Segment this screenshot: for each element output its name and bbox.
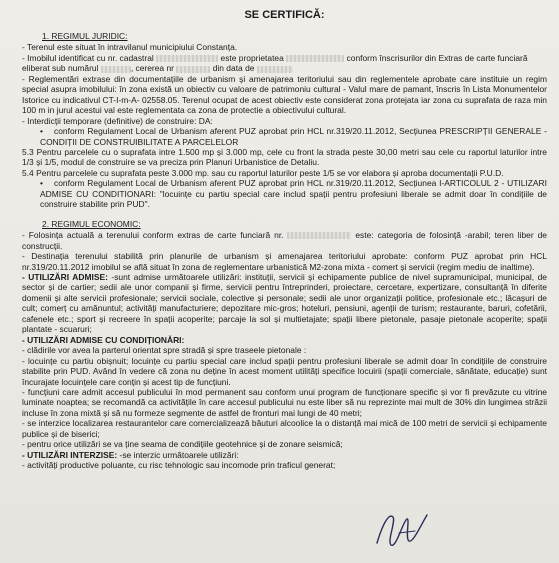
paragraph-interdictions: - Interdicții temporare (definitive) de construire: DA: <box>22 115 213 126</box>
text-extract-b: cererea nr <box>135 63 174 74</box>
paragraph-forbidden-uses <box>22 450 547 460</box>
text-regulation-conditions: conform Regulament Local de Urbanism aferent PUZ aprobat prin HCL nr.319/20.11.2012, Secțiunea PRESCRIPȚII GENERALE - CONDIȚII DE CONSTRUIBILITATE A PARCELELOR <box>40 126 547 147</box>
paragraph-regulation-conditions <box>40 126 547 147</box>
paragraph-dwellings: - locuințe cu partiu obișnuit; locuințe cu partiu special care includ spații pentru profesiuni liberale se admit doar în condițiile de construire stabilite prin PUD. Având în vedere că zona nu deține în acest moment utilități specifice locuirii (spații comerciale, sănătate, educație) sunt încurajate locuințele care conțin și acest tip de funcțiuni. <box>22 355 547 387</box>
paragraph-current-use <box>22 230 547 251</box>
bullet-icon: • <box>40 178 43 189</box>
text-cadastral-c: conform înscrisurilor din Extras de carte funciară <box>346 52 528 63</box>
paragraph-article-5-3: 5.3 Pentru parcelele cu o suprafata intre 1.500 mp și 3.000 mp, cele cu front la strada peste 30,00 metri sau cele cu raportul laturilor intre 1/3 și 1/5, modul de construire se va preciza prin Planuri Urbanistice de Detaliu. <box>22 146 547 168</box>
label-forbidden-uses: - UTILIZĂRI INTERZISE: <box>22 449 118 460</box>
paragraph-intravilan: - Terenul este situat în intravilanul municipiului Constanța. <box>22 42 238 53</box>
paragraph-regulations: - Reglementări extrase din documentațiile de urbanism și amenajarea teritoriului sau din reglementele aprobate care instituie un regim special asupra imobilului: în zona există un obiectiv cu valoare de patrimoniu cultural - Valul mare de pamant, înscris în Lista Monumentelor Istorice cu indicativul CT-I-m-A- 02558.05. Terenul ocupat de acest obiectiv este considerat zona protejata iar zona cu suprafata de raza min 100 m in jurul acestui val este reglementata ca zona de protectie a obiectivului cultural. <box>22 73 547 116</box>
text-conditional-uses: conform Regulament Local de Urbanism aferent PUZ aprobat prin HCL nr.319/20.11.2012, Secțiunea I-ARTICOLUL 2 - UTILIZARI ADMISE CU CONDITIONARI: "locuințe cu partiu special care includ spații pentru profesiuni liberale se admit doar în condițiile de construire stabilite prin PUD". <box>40 178 547 210</box>
bullet-icon: • <box>40 126 43 137</box>
handwritten-signature <box>369 503 439 553</box>
paragraph-cadastral <box>22 53 547 63</box>
document-title: SE CERTIFICĂ: <box>244 9 325 21</box>
redacted-extract-id <box>287 232 351 239</box>
redacted-date <box>257 66 293 73</box>
redacted-extract-number <box>101 66 131 73</box>
text-current-use-a: - Folosința actuală a terenului conform extras de carte funciară nr. <box>22 230 284 241</box>
text-forbidden-uses: -se interzic următoarele utilizări: <box>119 449 239 460</box>
heading-conditional-uses: - UTILIZĂRI ADMISE CU CONDIȚIONĂRI: <box>22 334 185 345</box>
text-current-use-b: este: categoria de folosință -arabil; teren liber de construcții. <box>22 230 547 251</box>
text-extract-a: eliberat sub numărul <box>22 63 99 74</box>
label-admitted-uses: - UTILIZĂRI ADMISE: <box>22 271 108 282</box>
text-cadastral-a: - Imobilul identificat cu nr. cadastral <box>22 52 154 63</box>
paragraph-extract-number: eliberat sub numărul , cererea nr din data de <box>22 63 547 73</box>
redacted-request-number <box>176 66 210 73</box>
section-heading-legal: 1. REGIMUL JURIDIC: <box>42 31 128 41</box>
paragraph-admitted-uses <box>22 272 547 335</box>
paragraph-article-5-4: 5.4 Pentru parcelele cu suprafata peste 3.000 mp. sau cu raportul laturilor peste 1/5 se vor elabora și aproba documentații P.U.D. <box>22 167 504 178</box>
paragraph-conditional-uses <box>40 178 547 209</box>
paragraph-land-destination: - Destinația terenului stabilită prin planurile de urbanism și amenajarea teritoriului aprobate: conform PUZ aprobat prin HCL nr.319/20.11.2012 imobilul se află situat în zona de reglementare urbanistică M2-zona mixta - comert și servicii (regim mediu de inaltime). <box>22 251 547 272</box>
paragraph-geotechnical: - pentru orice utilizări se va ține seama de condițiile geotehnice și de zonare seismică; <box>22 439 343 450</box>
paragraph-alcohol-restriction: - se interzice localizarea restaurantelor care comercializează băuturi alcoolice la o distanță mai mică de 100 metri de servicii și echipamente publice și de biserici; <box>22 418 547 439</box>
text-extract-c: din data de <box>212 63 255 74</box>
paragraph-polluting-activities: - activități productive poluante, cu risc tehnologic sau incomode prin traficul generat; <box>22 460 336 471</box>
redacted-cadastral-number <box>156 55 218 62</box>
paragraph-ground-floor: - clădirile vor avea la parterul orientat spre stradă și spre traseele pietonale : <box>22 345 307 356</box>
redacted-owner-name <box>286 55 344 62</box>
text-admitted-uses: -sunt admise următoarele utilizări: instituții, servicii și echipamente publice de nivel supramunicipal, municipal, de sector și de cartier; sedii ale unor companii și firme, servicii pentru întreprinderi, proiectare, cercetare, expertizare, consultanță în diferite domenii și alte servicii profesionale; servicii sociale, colective și personale; sedii ale unor organizații politice, profesionale etc.; lăcașuri de cult; comerț cu amănuntul; activități manufacturiere; depozitare mic-gros; hoteluri, pensiuni, agenții de turism; restaurante, baruri, cofetării, cafenele etc.; sport și recreere în spații acoperite; parcaje la sol și multietajate; spații libere pietonale, pasaje pietonale acoperite; spații plantate - scuaruri; <box>22 271 547 335</box>
section-heading-economic: 2. REGIMUL ECONOMIC: <box>42 218 141 229</box>
text-cadastral-b: este proprietatea <box>220 52 284 63</box>
paragraph-public-access: - funcțiuni care admit accesul publicului în mod permanent sau conform unui program de funcționare specific și vor fi prevăzute cu vitrine luminate noaptea; se recomandă ca activitățile în care accesul publicului nu este liber să nu reprezinte mai mult de 30% din lungimea străzii incluse în zona mixtă și să nu formeze segmente de astfel de fronturi mai lungi de 40 metri; <box>22 386 547 418</box>
